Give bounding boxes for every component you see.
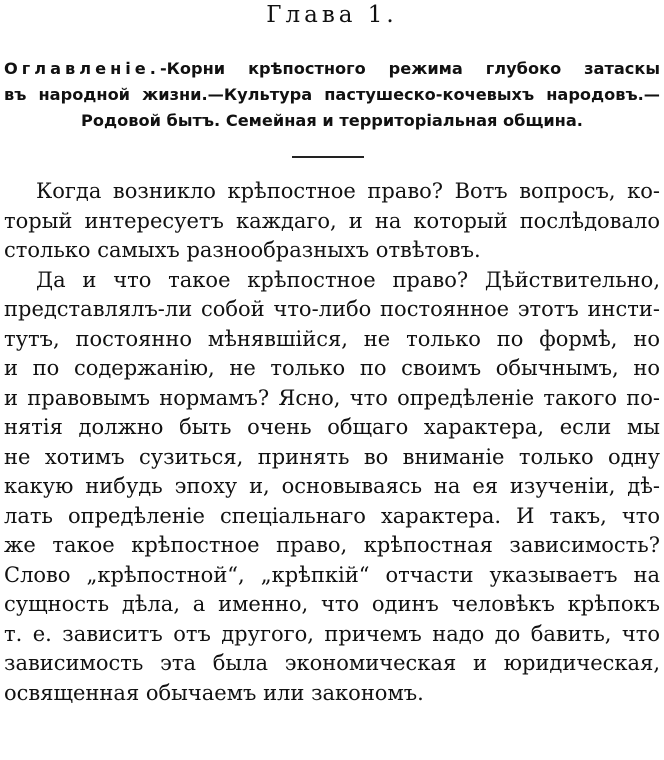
paragraph-line: нятія должно быть очень общаго характера, если мы [4, 415, 660, 439]
chapter-summary [4, 56, 660, 134]
summary-line-2: въ народной жизни.—Культура пастушеско-кочевыхъ народовъ.— [4, 85, 660, 104]
paragraph-line: и по содержанію, не только по своимъ обычнымъ, но [4, 356, 660, 380]
chapter-title: Глава 1. [266, 2, 398, 28]
summary-line-3: Родовой бытъ. Семейная и территоріальная община. [81, 111, 583, 130]
paragraph-line: и правовымъ нормамъ? Ясно, что опредѣленіе такого по- [4, 385, 660, 410]
paragraph-line: Да и что такое крѣпостное право? Дѣйствительно, [36, 267, 660, 292]
summary-text: -Корни крѣпостного режима глубоко затаскы [159, 59, 660, 78]
paragraph-line: какую нибудь эпоху и, основываясь на ея изученіи, дѣ- [4, 474, 660, 498]
paragraph-line: сущность дѣла, а именно, что одинъ человѣкъ крѣпокъ [4, 592, 660, 616]
paragraph-line: зависимость эта была экономическая и юридическая, [4, 651, 660, 675]
paragraph-line: представлялъ-ли собой что-либо постоянное этотъ инсти- [4, 297, 660, 321]
paragraph-line: же такое крѣпостное право, крѣпостная зависимость? [4, 533, 660, 557]
section-divider [292, 156, 364, 158]
paragraph-line: не хотимъ сузиться, принять во вниманіе только одну [4, 444, 660, 469]
paragraph-line: лать опредѣленіе спеціальнаго характера. И такъ, что [4, 503, 660, 528]
paragraph-line: столько самыхъ разнообразныхъ отвѣтовъ. [4, 238, 481, 262]
paragraph-line: тутъ, постоянно мѣнявшійся, не только по формѣ, но [4, 326, 660, 351]
paragraph-line: т. е. зависитъ отъ другого, причемъ надо до бавить, что [4, 621, 660, 646]
paragraph-line: освященная обычаемъ или закономъ. [4, 680, 424, 705]
summary-label: Оглавленіе. [4, 59, 160, 78]
paragraph-line: Когда возникло крѣпостное право? Вотъ вопросъ, ко- [36, 179, 660, 203]
paragraph-line: торый интересуетъ каждаго, и на который послѣдовало [4, 208, 660, 233]
body-text [4, 177, 660, 708]
paragraph-line: Слово „крѣпостной“, „крѣпкій“ отчасти указываетъ на [4, 562, 660, 587]
summary-line-1 [4, 56, 660, 82]
